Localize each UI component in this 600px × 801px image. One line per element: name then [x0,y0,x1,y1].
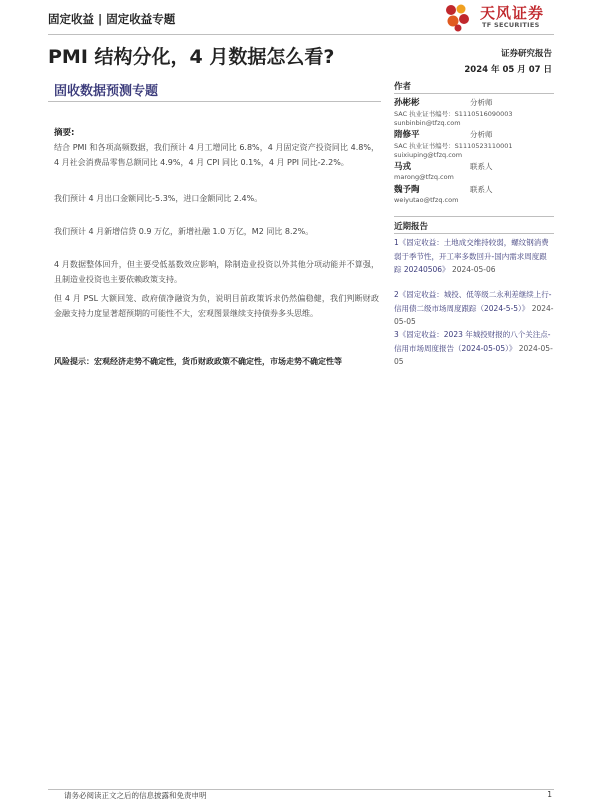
recent-report-item[interactable] [394,236,554,277]
recent-report-title[interactable]: 2《固定收益：城投、低等级二永利差继续上行-信用债二级市场周度跟踪（2024-5-5）》 [394,290,552,313]
recent-report-item[interactable] [394,288,554,329]
author-sac: SAC 执业证书编号：S1110523110001 [394,142,513,150]
author-name: 隋修平 [394,130,420,140]
author-name: 魏予陶 [394,185,420,195]
summary-paragraph: 4 月数据整体回升，但主要受低基数效应影响，除制造业投资以外其他分项动能并不算强，且制造业投资也主要依赖政策支持。 [54,260,379,284]
author-role: 联系人 [470,162,493,171]
recent-divider-top [394,216,554,217]
author-role: 联系人 [470,185,493,194]
report-subtitle: 固收数据预测专题 [54,84,159,99]
recent-report-item[interactable] [394,328,554,369]
company-logo [442,2,554,32]
summary-paragraph: 结合 PMI 和各项高频数据，我们预计 4 月工增同比 6.8%，4 月固定资产投资同比 4.8%，4 月社会消费品零售总额同比 4.9%，4 月 CPI 同比 0.1%，4 月 PPI 同比-2.2%。 [54,143,379,167]
summary-paragraph: 但 4 月 PSL 大额回笼、政府债净融资为负，说明目前政策诉求仍然偏稳健，我们判断财政金融支持力度显著超预期的可能性不大，宏观图景继续支持债券多头思维。 [54,294,379,318]
summary-paragraph: 我们预计 4 月新增信贷 0.9 万亿，新增社融 1.0 万亿，M2 同比 8.2%。 [54,227,314,236]
page-title: PMI 结构分化，4 月数据怎么看? [48,46,335,68]
author-email-link[interactable]: marong@tfzq.com [394,173,454,181]
summary-paragraph: 我们预计 4 月出口金额同比-5.3%，进口金额同比 2.4%。 [54,194,263,203]
author-name: 马戎 [394,162,412,172]
footer-disclaimer: 请务必阅读正文之后的信息披露和免责申明 [64,791,207,800]
author-email-link[interactable]: weiyutao@tfzq.com [394,196,459,204]
logo-mark-icon [442,2,472,32]
authors-divider [394,93,554,94]
summary-label: 摘要: [54,128,75,138]
logo-text-cn: 天风证券 [480,4,545,22]
recent-report-date: 2024-05-05 [394,343,553,366]
author-email-link[interactable]: suixiuping@tfzq.com [394,151,463,159]
recent-report-date: 2024-05-05 [394,303,554,326]
recent-reports-heading: 近期报告 [394,222,429,232]
author-name: 孙彬彬 [394,98,420,108]
authors-heading: 作者 [394,82,412,92]
subtitle-divider [48,101,381,102]
logo-text-en: TF SECURITIES [482,21,540,29]
recent-report-title[interactable]: 3《固定收益：2023 年城投财报的八个关注点-信用市场周度报告（2024-05-05）》 [394,330,551,353]
author-role: 分析师 [470,98,493,107]
author-role: 分析师 [470,130,493,139]
header-category: 固定收益 | 固定收益专题 [48,12,176,26]
page-number: 1 [547,790,552,799]
author-email-link[interactable]: sunbinbin@tfzq.com [394,119,461,127]
author-sac: SAC 执业证书编号：S1110516090003 [394,110,513,118]
report-type: 证券研究报告 [500,49,552,59]
recent-report-date: 2024-05-06 [451,265,496,274]
recent-report-title[interactable]: 1《固定收益：土地成交维持较弱，螺纹钢消费弱于季节性，开工率多数回升-国内需求周度跟踪 20240506》 [394,238,549,274]
header-divider [48,34,554,35]
risk-warning: 风险提示：宏观经济走势不确定性，货币财政政策不确定性，市场走势不确定性等 [54,357,342,366]
recent-divider [394,233,554,234]
report-date: 2024 年 05 月 07 日 [464,65,552,75]
